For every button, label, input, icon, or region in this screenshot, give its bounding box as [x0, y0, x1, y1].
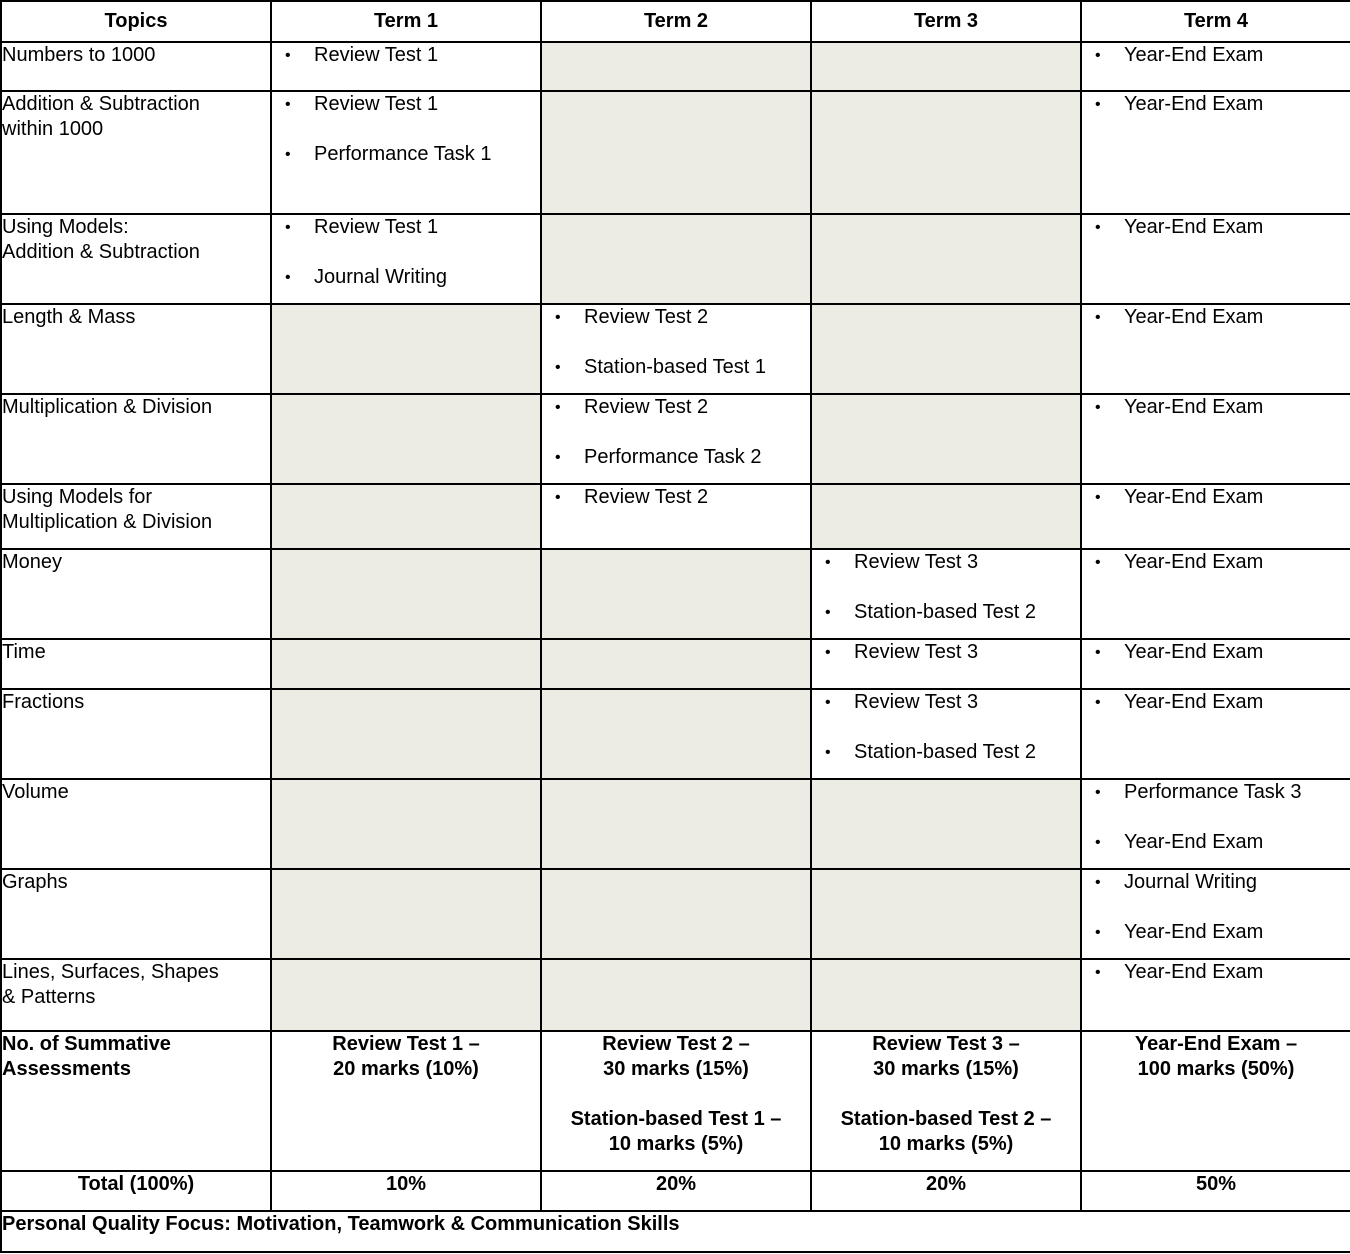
- topic-line: within 1000: [2, 118, 104, 140]
- assessment-list: [812, 640, 1080, 665]
- empty-cell-term-1: [271, 394, 541, 484]
- assessment-item: • Review Test 1: [272, 215, 540, 240]
- topic-name: [1, 549, 271, 639]
- total-term-1: 10%: [271, 1171, 541, 1211]
- empty-cell-term-3: [811, 959, 1081, 1031]
- topic-line: Fractions: [2, 691, 85, 713]
- topic-line: Using Models for: [2, 486, 153, 508]
- assessment-list: [1082, 305, 1350, 330]
- assessment-list: [1082, 870, 1350, 945]
- assessment-list: [542, 485, 810, 510]
- assessment-list: [1082, 485, 1350, 510]
- assessment-item: • Review Test 3: [812, 640, 1080, 665]
- topic-row: [1, 214, 1350, 304]
- assessment-cell-term-4: [1081, 484, 1350, 549]
- topic-line: Addition & Subtraction: [2, 241, 200, 263]
- topic-name: [1, 779, 271, 869]
- topic-row: [1, 779, 1350, 869]
- topic-row: [1, 304, 1350, 394]
- topic-name: [1, 639, 271, 689]
- assessment-cell-term-4: [1081, 214, 1350, 304]
- empty-cell-term-1: [271, 484, 541, 549]
- assessment-cell-term-2: [541, 304, 811, 394]
- assessment-item: • Year-End Exam: [1082, 830, 1350, 855]
- total-term-3: 20%: [811, 1171, 1081, 1211]
- assessment-item: • Year-End Exam: [1082, 920, 1350, 945]
- assessment-list: [1082, 92, 1350, 117]
- topic-row: [1, 91, 1350, 214]
- empty-cell-term-3: [811, 304, 1081, 394]
- assessment-cell-term-1: [271, 214, 541, 304]
- summary-term-2: Review Test 2 – 30 marks (15%) Station-based Test 1 – 10 marks (5%): [541, 1031, 811, 1171]
- empty-cell-term-3: [811, 484, 1081, 549]
- assessment-cell-term-4: [1081, 639, 1350, 689]
- assessment-item: • Year-End Exam: [1082, 485, 1350, 510]
- topic-row: [1, 959, 1350, 1031]
- empty-cell-term-2: [541, 42, 811, 91]
- empty-cell-term-2: [541, 779, 811, 869]
- assessment-item: • Journal Writing: [272, 265, 540, 290]
- topic-name: [1, 959, 271, 1031]
- assessment-cell-term-4: [1081, 394, 1350, 484]
- topic-row: [1, 394, 1350, 484]
- topic-name: [1, 869, 271, 959]
- assessment-cell-term-4: [1081, 779, 1350, 869]
- topic-name: [1, 42, 271, 91]
- topic-row: [1, 869, 1350, 959]
- assessment-list: [1082, 550, 1350, 575]
- personal-quality-focus: Personal Quality Focus: Motivation, Teamwork & Communication Skills: [1, 1211, 1350, 1252]
- empty-cell-term-2: [541, 869, 811, 959]
- assessment-item: • Year-End Exam: [1082, 640, 1350, 665]
- assessment-list: [1082, 640, 1350, 665]
- assessment-list: [1082, 43, 1350, 68]
- empty-cell-term-2: [541, 214, 811, 304]
- empty-cell-term-3: [811, 869, 1081, 959]
- summary-label: No. of Summative Assessments: [1, 1031, 271, 1171]
- summary-term-3: Review Test 3 – 30 marks (15%) Station-based Test 2 – 10 marks (5%): [811, 1031, 1081, 1171]
- assessment-cell-term-2: [541, 394, 811, 484]
- assessment-item: • Station-based Test 2: [812, 740, 1080, 765]
- empty-cell-term-2: [541, 959, 811, 1031]
- assessment-list: [542, 305, 810, 380]
- assessment-item: • Year-End Exam: [1082, 395, 1350, 420]
- assessment-cell-term-1: [271, 42, 541, 91]
- assessment-cell-term-3: [811, 689, 1081, 779]
- assessment-item: • Station-based Test 2: [812, 600, 1080, 625]
- empty-cell-term-3: [811, 42, 1081, 91]
- assessment-item: • Journal Writing: [1082, 870, 1350, 895]
- assessment-cell-term-4: [1081, 42, 1350, 91]
- assessment-item: • Performance Task 2: [542, 445, 810, 470]
- assessment-item: • Year-End Exam: [1082, 960, 1350, 985]
- header-term-1: Term 1: [271, 1, 541, 42]
- header-term-4: Term 4: [1081, 1, 1350, 42]
- header-topics: Topics: [1, 1, 271, 42]
- summary-row: [1, 1031, 1350, 1171]
- topic-line: Numbers to 1000: [2, 44, 156, 66]
- assessment-list: [272, 92, 540, 167]
- topic-line: Addition & Subtraction: [2, 93, 200, 115]
- assessment-cell-term-4: [1081, 304, 1350, 394]
- topic-line: Multiplication & Division: [2, 396, 213, 418]
- assessment-list: [1082, 690, 1350, 715]
- empty-cell-term-2: [541, 639, 811, 689]
- topic-line: Length & Mass: [2, 306, 136, 328]
- topic-line: Graphs: [2, 871, 68, 893]
- empty-cell-term-1: [271, 304, 541, 394]
- assessment-cell-term-4: [1081, 549, 1350, 639]
- assessment-list: [272, 215, 540, 290]
- empty-cell-term-2: [541, 91, 811, 214]
- assessment-cell-term-4: [1081, 91, 1350, 214]
- topic-line: Time: [2, 641, 46, 663]
- empty-cell-term-1: [271, 639, 541, 689]
- total-row: [1, 1171, 1350, 1211]
- assessment-cell-term-4: [1081, 959, 1350, 1031]
- assessment-item: • Review Test 3: [812, 550, 1080, 575]
- header-term-2: Term 2: [541, 1, 811, 42]
- assessment-item: • Year-End Exam: [1082, 215, 1350, 240]
- empty-cell-term-3: [811, 214, 1081, 304]
- assessment-list: [542, 395, 810, 470]
- topic-row: [1, 484, 1350, 549]
- topic-row: [1, 639, 1350, 689]
- empty-cell-term-2: [541, 689, 811, 779]
- topic-name: [1, 689, 271, 779]
- total-term-4: 50%: [1081, 1171, 1350, 1211]
- topic-name: [1, 394, 271, 484]
- assessment-item: • Review Test 1: [272, 43, 540, 68]
- empty-cell-term-1: [271, 779, 541, 869]
- assessment-list: [1082, 215, 1350, 240]
- assessment-item: • Review Test 1: [272, 92, 540, 117]
- empty-cell-term-1: [271, 549, 541, 639]
- assessment-item: • Review Test 2: [542, 305, 810, 330]
- total-term-2: 20%: [541, 1171, 811, 1211]
- empty-cell-term-3: [811, 779, 1081, 869]
- topic-line: Using Models:: [2, 216, 129, 238]
- assessment-item: • Year-End Exam: [1082, 690, 1350, 715]
- assessment-item: • Review Test 2: [542, 485, 810, 510]
- assessment-cell-term-3: [811, 639, 1081, 689]
- assessment-item: • Year-End Exam: [1082, 305, 1350, 330]
- summary-term-4: Year-End Exam – 100 marks (50%): [1081, 1031, 1350, 1171]
- topic-line: Volume: [2, 781, 69, 803]
- empty-cell-term-3: [811, 394, 1081, 484]
- topic-line: & Patterns: [2, 986, 96, 1008]
- topic-row: [1, 42, 1350, 91]
- assessment-list: [812, 550, 1080, 625]
- topic-name: [1, 484, 271, 549]
- assessment-cell-term-3: [811, 549, 1081, 639]
- topic-row: [1, 549, 1350, 639]
- assessment-cell-term-4: [1081, 689, 1350, 779]
- assessment-list: [1082, 780, 1350, 855]
- assessment-item: • Performance Task 1: [272, 142, 540, 167]
- assessment-cell-term-2: [541, 484, 811, 549]
- empty-cell-term-1: [271, 689, 541, 779]
- topic-name: [1, 304, 271, 394]
- assessment-list: [1082, 960, 1350, 985]
- empty-cell-term-3: [811, 91, 1081, 214]
- assessment-item: • Review Test 3: [812, 690, 1080, 715]
- topic-name: [1, 91, 271, 214]
- empty-cell-term-2: [541, 549, 811, 639]
- assessment-item: • Performance Task 3: [1082, 780, 1350, 805]
- assessment-cell-term-1: [271, 91, 541, 214]
- total-label: Total (100%): [1, 1171, 271, 1211]
- topic-line: Money: [2, 551, 63, 573]
- header-term-3: Term 3: [811, 1, 1081, 42]
- assessment-item: • Year-End Exam: [1082, 43, 1350, 68]
- topic-name: [1, 214, 271, 304]
- topic-line: Lines, Surfaces, Shapes: [2, 961, 219, 983]
- topic-line: Multiplication & Division: [2, 511, 213, 533]
- assessment-item: • Review Test 2: [542, 395, 810, 420]
- assessment-list: [1082, 395, 1350, 420]
- empty-cell-term-1: [271, 959, 541, 1031]
- header-row: [1, 1, 1350, 42]
- assessment-item: • Year-End Exam: [1082, 550, 1350, 575]
- empty-cell-term-1: [271, 869, 541, 959]
- assessment-cell-term-4: [1081, 869, 1350, 959]
- focus-row: [1, 1211, 1350, 1252]
- assessment-list: [812, 690, 1080, 765]
- summary-term-1: Review Test 1 – 20 marks (10%): [271, 1031, 541, 1171]
- assessment-list: [272, 43, 540, 68]
- assessment-item: • Year-End Exam: [1082, 92, 1350, 117]
- topic-row: [1, 689, 1350, 779]
- assessment-item: • Station-based Test 1: [542, 355, 810, 380]
